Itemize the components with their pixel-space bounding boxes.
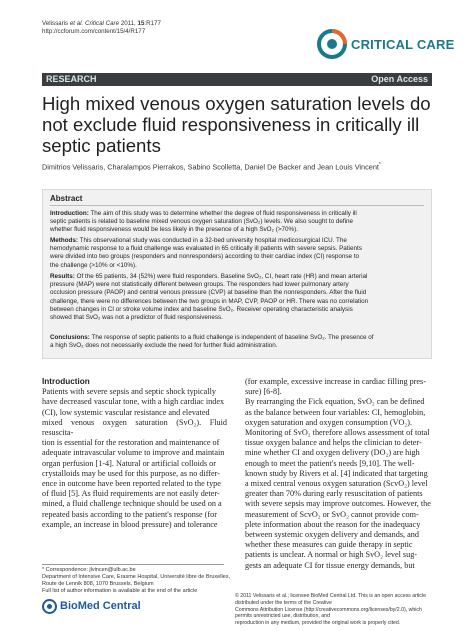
correspondence-email[interactable]: * Correspondence: jlvincen@ulb.ac.be (42, 567, 136, 573)
body-line: whether these measures can guide therapy in septic (245, 540, 413, 550)
journal-logo-text: CRITICAL CARE (351, 37, 455, 52)
body-line: with severe sepsis may improve outcomes. However, the (245, 499, 431, 509)
left-column (42, 377, 227, 530)
body-line: ence in outcome have been reported related to the type (42, 479, 221, 489)
body-line: enough to meet the patient's needs [9,10]. The well- (245, 458, 415, 468)
body-line: By rearranging the Fick equation, SvO₂ can be defined (245, 397, 425, 407)
body-line: mined, a fluid challenge technique should be used on a (42, 499, 222, 509)
body-line: repeated basis according to the patient's response (for (42, 509, 217, 519)
running-header-url[interactable]: http://ccforum.com/content/15/4/R177 (42, 28, 146, 35)
abstract-methods: Methods: This observational study was conducted in a 32-bed university hospital medicosurgical ICU. The hemodynamic response to a fluid challenge was evaluated in 65 critically ill patients with severe sepsis. Patients were divided into two groups (responders and nonresponders) according to their cardiac index (CI) response to the challenge (>10% or <10%). (50, 237, 362, 269)
body-line: crystalloids may be used for this purpose, as no differ- (42, 468, 220, 478)
biomed-central-logo-icon (42, 599, 57, 614)
body-line: between systemic oxygen delivery and demands, and (245, 530, 419, 540)
body-line: mine whether CI and oxygen delivery (DO₂) are high (245, 448, 420, 458)
body-line: plete information about the reason for the inadequacy (245, 519, 421, 529)
body-line: example, an increase in blood pressure) and tolerance (42, 519, 218, 529)
body-line: measurement of ScvO₂ or SvO₂ cannot provide com- (245, 509, 419, 519)
body-line: known study by Rivers et al. [4] indicated that targeting (245, 468, 428, 478)
body-line: tion is essential for the restoration and maintenance of (42, 438, 220, 448)
title-line: High mixed venous oxygen saturation levels do (42, 93, 431, 114)
body-line: a mixed central venous oxygen saturation (ScvO₂) level (245, 479, 428, 489)
body-line: as the balance between four variables: CI, hemoglobin, (245, 407, 426, 417)
body-line: gests an adequate CI for tissue energy demands, but (245, 560, 415, 570)
body-line: organ perfusion [1-4]. Natural or artificial colloids or (42, 458, 217, 468)
body-line: Monitoring of SvO₂ therefore allows assessment of total (245, 428, 430, 438)
title-line: not exclude fluid responsiveness in critically ill (42, 114, 420, 135)
body-line: (CI), low systemic vascular resistance and elevated (42, 407, 210, 417)
body-line: sure) [6-8]. (245, 387, 282, 397)
body-line: tissue oxygen balance and helps the clinician to deter- (245, 438, 422, 448)
body-line: Patients with severe sepsis and septic shock typically (42, 387, 216, 397)
critical-care-logo-icon (317, 29, 347, 59)
abstract-conclusions: Conclusions: The response of septic patients to a fluid challenge is independent of baseline SvO₂. The presence of a high SvO₂ does not necessarily exclude the need for further fluid administration. (50, 334, 374, 350)
body-line: mixed venous oxygen saturation (SvO₂). Fluid resuscita- (42, 417, 227, 438)
abstract-box (42, 189, 432, 359)
abstract-divider (50, 205, 424, 206)
license-statement: © 2011 Velissaris et al.; licensee BioMed Central Ltd. This is an open access article distributed under the terms of the Creative Commons Attribution License (http://creativecommons.org/licenses/by/2.0), which permits unrestricted use, distribution, and reproduction in any medium, provided the original work is properly cited. (235, 593, 427, 627)
body-line: patients is unclear. A normal or high SvO₂ level sug- (245, 550, 418, 560)
article-type-label: RESEARCH (46, 74, 97, 84)
section-heading-introduction: Introduction (42, 377, 90, 386)
correspondence-footnote: * Correspondence: jlvincen@ulb.ac.be Department of Intensive Care, Erasme Hospital, Université libre de Bruxelles, Route de Lennik 808, 1070 Brussels, Belgium Full list of author information is available at the end of the article (42, 567, 230, 594)
body-line: have decreased vascular tone, with a high cardiac index (42, 397, 225, 407)
section-bar (42, 73, 432, 86)
open-access-label: Open Access (371, 74, 428, 84)
abstract-heading: Abstract (50, 194, 83, 203)
author-list: Dimitrios Velissaris, Charalampos Pierrakos, Sabino Scolletta, Daniel De Backer and Jean Louis Vincent* (42, 162, 381, 172)
body-line: of fluid [5]. As fluid requirements are not easily deter- (42, 489, 220, 499)
title-line: septic patients (42, 135, 161, 156)
abstract-introduction: Introduction: The aim of this study was to determine whether the degree of fluid responsiveness in critically ill septic patients is related to baseline mixed venous oxygen saturation (SvO₂) levels. We also sought to define whether fluid responsiveness would be less likely in the presence of a high SvO₂ (>70%). (50, 210, 357, 234)
article-title (42, 93, 437, 156)
running-header-citation: Velissaris et al. Critical Care 2011, 15:R177 (42, 20, 161, 27)
footnote-divider (42, 564, 224, 565)
body-line: greater than 70% during early resuscitation of patients (245, 489, 423, 499)
body-line: oxygen saturation and oxygen consumption (VO₂). (245, 417, 413, 427)
right-column (245, 377, 435, 571)
body-line: (for example, excessive increase in cardiac filling pres- (245, 377, 426, 386)
abstract-results: Results: Of the 65 patients, 34 (52%) were fluid responders. Baseline SvO₂, CI, heart rate (HR) and mean arterial pressure (MAP) were not statistically different between groups. The responders had lower pulmonary artery occlusion pressure (PAOP) and central venous pressure (CVP) at baseline than the nonresponders. After the fluid challenge, there were no differences between the two groups in MAP, CVP, PAOP or HR. There was no correlation between changes in CI or stroke volume index and baseline SvO₂. Receiver operating characteristic analysis showed that SvO₂ was not a predictor of fluid responsiveness. (50, 273, 369, 322)
body-line: adequate intravascular volume to improve and maintain (42, 448, 225, 458)
